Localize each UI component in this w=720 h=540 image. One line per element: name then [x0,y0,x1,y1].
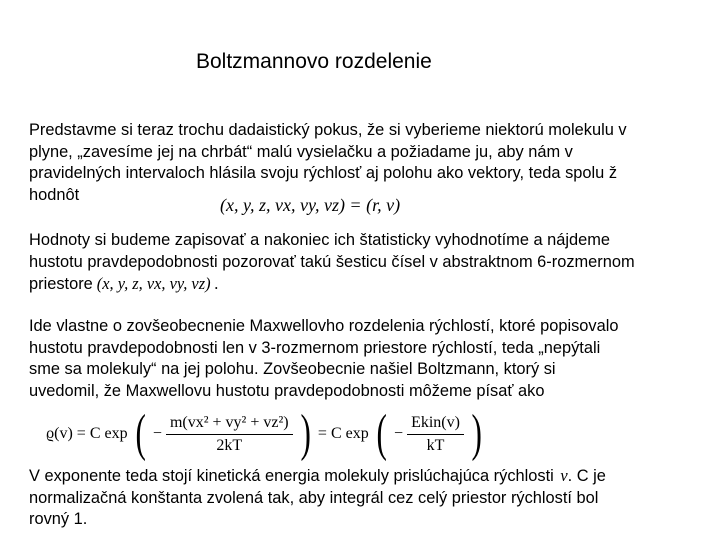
fraction-numerator: Ekin(v) [407,414,464,435]
text-line: plyne, „zavesíme jej na chrbát“ malú vysielačku a požiadame ju, aby nám v [29,142,573,161]
text-line: rovný 1. [29,510,88,528]
text-line: hustotu pravdepodobnosti len v 3-rozmernom priestore rýchlostí, teda „nepýtali [29,338,601,357]
text-line: Ide vlastne o zovšeobecnenie Maxwellovho rozdelenia rýchlostí, ktoré popisovalo [29,317,619,335]
fraction-numerator: m(vx² + vy² + vz²) [166,414,293,435]
text-line: sme sa molekuly“ na jej polohu. Zovšeobecnie našiel Boltzmann, ktorý si [29,360,556,378]
paragraph-generalization [29,316,705,402]
paren-open: ( [135,405,146,462]
formula-boltzmann [46,405,485,462]
fraction-denominator: 2kT [216,436,243,454]
text-line: Hodnoty si budeme zapisovať a nakoniec ich štatisticky vyhodnotíme a nájdeme [29,231,611,249]
text-line-end: . C je [567,467,606,485]
text-line: uvedomil, že Maxwellovu hustotu pravdepodobnosti môžeme písať ako [29,381,545,400]
fraction-denominator: kT [426,436,445,454]
paren-open: ( [376,405,387,462]
text-line: hodnôt [29,185,80,204]
velocity-symbol: v [560,466,568,485]
paragraph-exponent [29,465,705,531]
fraction-kinetic-velocity [166,414,293,455]
paren-close: ) [471,405,482,462]
formula-lhs: ϱ(v) = C exp [46,425,128,442]
minus-sign: − [152,425,162,442]
paragraph-measurement [29,230,705,296]
formula-six-tuple: (x, y, z, vx, vy, vz) . [96,274,219,293]
text-line: Predstavme si teraz trochu dadaistický pokus, že si vyberieme niektorú molekulu v [29,121,627,139]
text-line: pravidelných intervaloch hlásila svoju rýchlosť aj polohu ako vektory, teda spolu ž [29,164,618,182]
paragraph-intro [29,120,705,206]
text-line-start: V exponente teda stojí kinetická energia molekuly prislúchajúca rýchlosti [29,467,554,485]
minus-sign: − [394,425,404,442]
text-line [29,273,705,296]
fraction-kinetic-energy [407,414,464,455]
text-line [29,465,705,488]
formula-phase-space: (x, y, z, vx, vy, vz) = (r, v) [220,195,401,215]
text-line: normalizačná konštanta zvolená tak, aby integrál cez celý priestor rýchlostí bol [29,488,599,507]
paren-close: ) [300,405,311,462]
formula-mid: = C exp [317,425,369,442]
text-line: hustotu pravdepodobnosti pozorovať takú šesticu čísel v abstraktnom 6-rozmernom [29,252,635,271]
page-title: Boltzmannovo rozdelenie [196,50,432,73]
text-line-start: priestore [29,275,93,293]
